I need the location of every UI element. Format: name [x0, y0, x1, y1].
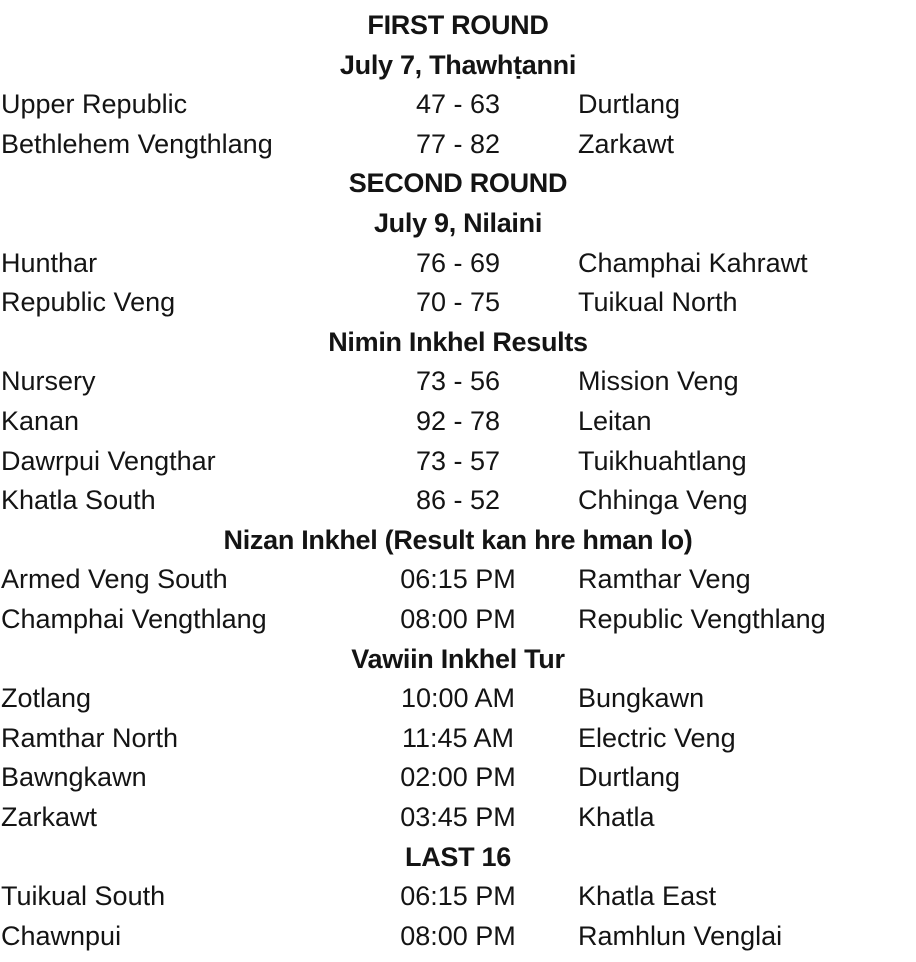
away-team: Electric Veng — [578, 722, 736, 753]
score-or-time: 02:00 PM — [400, 762, 516, 793]
score-or-time: 92 - 78 — [415, 406, 501, 436]
away-team: Ramthar Veng — [578, 564, 751, 595]
away-team: Chhinga Veng — [578, 485, 748, 516]
match-row — [0, 679, 916, 719]
match-row — [0, 877, 916, 917]
match-row — [0, 719, 916, 759]
home-team: Republic Veng — [1, 287, 176, 318]
match-row — [0, 560, 916, 600]
away-team: Mission Veng — [578, 366, 739, 397]
match-row — [0, 600, 916, 640]
home-team: Dawrpui Vengthar — [1, 445, 216, 476]
score-or-time: 06:15 PM — [400, 564, 516, 595]
away-team: Leitan — [578, 406, 652, 436]
match-row — [0, 85, 916, 125]
home-team: Nursery — [1, 366, 96, 397]
section-date: July 7, Thawhṭanni — [339, 49, 577, 80]
away-team: Ramhlun Venglai — [578, 920, 783, 951]
match-row — [0, 244, 916, 284]
section-heading: Nizan Inkhel (Result kan hre hman lo) — [223, 524, 693, 555]
home-team: Khatla South — [1, 485, 156, 516]
home-team: Zarkawt — [1, 802, 98, 832]
home-team: Kanan — [1, 406, 80, 436]
home-team: Chawnpui — [1, 920, 122, 951]
away-team: Khatla — [578, 802, 655, 832]
away-team: Zarkawt — [578, 128, 675, 159]
match-row — [0, 125, 916, 165]
score-or-time: 08:00 PM — [400, 920, 516, 951]
away-team: Durtlang — [578, 762, 681, 793]
section-heading: LAST 16 — [405, 841, 511, 872]
home-team: Champhai Vengthlang — [1, 604, 267, 634]
home-team: Armed Veng South — [1, 564, 228, 595]
score-or-time: 70 - 75 — [415, 287, 501, 318]
away-team: Tuikhuahtlang — [578, 445, 747, 476]
score-or-time: 86 - 52 — [415, 485, 501, 516]
away-team: Tuikual North — [578, 287, 738, 318]
score-or-time: 47 - 63 — [415, 89, 501, 120]
section-date: July 9, Nilaini — [373, 208, 543, 238]
score-or-time: 77 - 82 — [415, 128, 501, 159]
home-team: Ramthar North — [1, 722, 179, 753]
score-or-time: 03:45 PM — [400, 802, 516, 832]
match-row — [0, 798, 916, 838]
home-team: Bawngkawn — [1, 762, 147, 793]
home-team: Upper Republic — [1, 89, 188, 120]
home-team: Hunthar — [1, 247, 98, 278]
score-or-time: 73 - 56 — [415, 366, 501, 397]
home-team: Tuikual South — [1, 881, 166, 912]
home-team: Zotlang — [1, 683, 92, 714]
match-row — [0, 481, 916, 521]
section-heading: FIRST ROUND — [367, 10, 549, 40]
match-row — [0, 402, 916, 442]
score-or-time: 08:00 PM — [400, 604, 516, 634]
match-row — [0, 758, 916, 798]
match-row — [0, 362, 916, 402]
section-heading: Vawiin Inkhel Tur — [351, 643, 565, 674]
away-team: Champhai Kahrawt — [578, 247, 808, 278]
score-or-time: 73 - 57 — [415, 445, 501, 476]
away-team: Bungkawn — [578, 683, 705, 714]
score-or-time: 11:45 AM — [401, 722, 515, 753]
score-or-time: 76 - 69 — [415, 247, 501, 278]
away-team: Durtlang — [578, 89, 681, 120]
match-row — [0, 917, 916, 957]
match-row — [0, 442, 916, 482]
section-heading: Nimin Inkhel Results — [328, 326, 588, 357]
away-team: Republic Vengthlang — [578, 604, 826, 634]
score-or-time: 10:00 AM — [400, 683, 516, 714]
match-row — [0, 283, 916, 323]
away-team: Khatla East — [578, 881, 717, 912]
home-team: Bethlehem Vengthlang — [1, 128, 273, 159]
section-heading: SECOND ROUND — [348, 168, 568, 199]
score-or-time: 06:15 PM — [400, 881, 516, 912]
